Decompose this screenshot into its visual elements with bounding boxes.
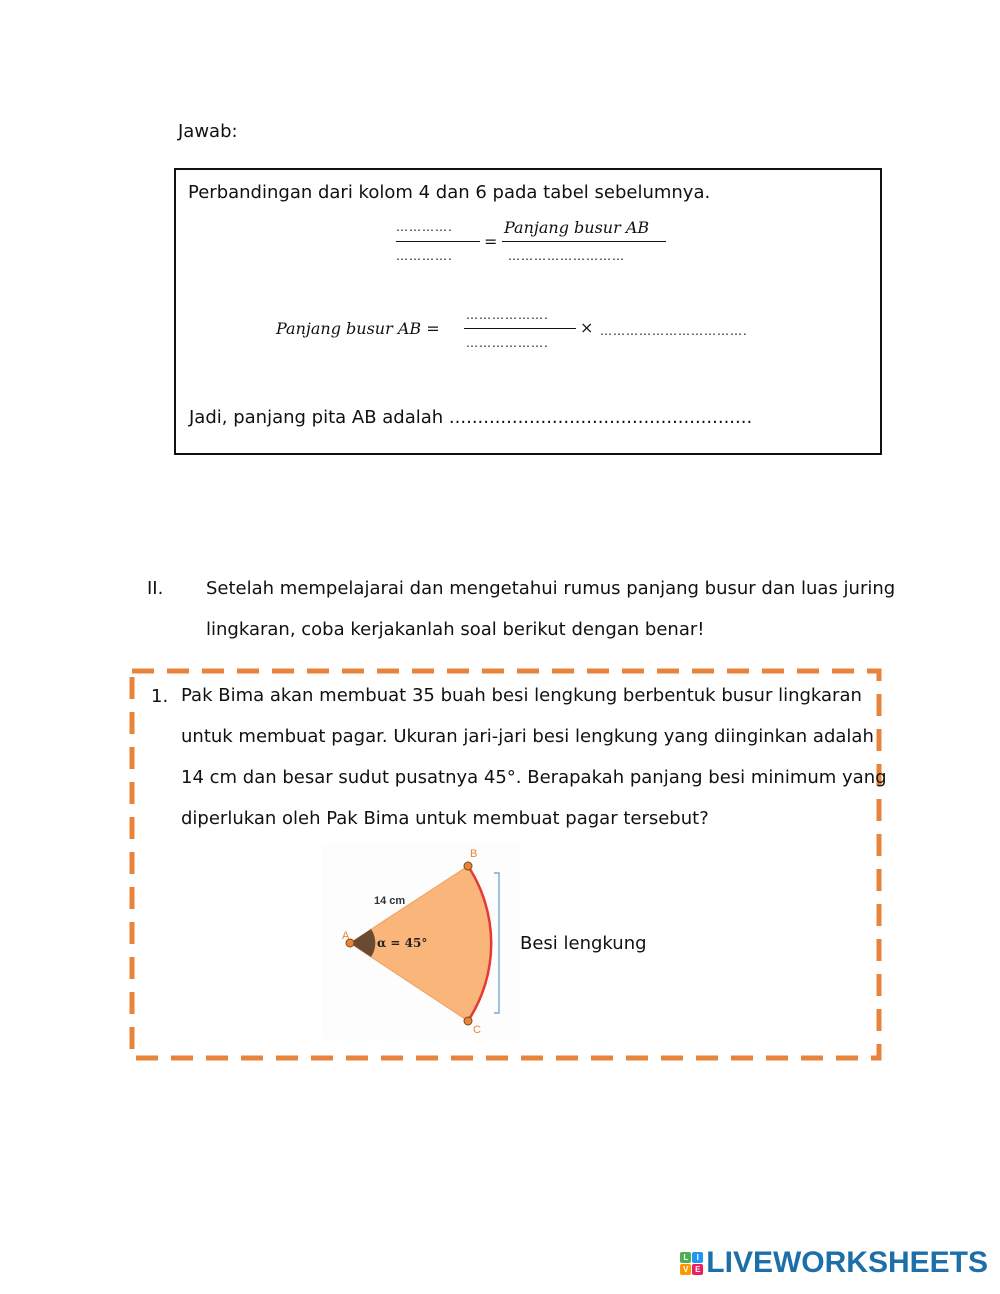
point-c-dot: [464, 1017, 472, 1025]
logo-text: LIVEWORKSHEETS: [706, 1246, 988, 1279]
section-instruction-line-2: lingkaran, coba kerjakanlah soal berikut dengan benar!: [206, 619, 705, 640]
answer-conclusion: Jadi, panjang pita AB adalah .....................................................: [189, 407, 753, 428]
logo-grid-icon: L I V E: [680, 1252, 703, 1275]
angle-label: α = 45°: [377, 936, 428, 950]
eq1-equals: =: [484, 232, 498, 251]
question-number: 1.: [151, 686, 169, 707]
sector-figure: [322, 843, 520, 1039]
point-b-dot: [464, 862, 472, 870]
eq1-right-numerator: Panjang busur AB: [504, 218, 650, 237]
answer-intro: Perbandingan dari kolom 4 dan 6 pada tabel sebelumnya.: [188, 182, 711, 203]
answer-label: Jawab:: [178, 121, 238, 142]
liveworksheets-logo: [680, 1246, 988, 1280]
question-line-1: Pak Bima akan membuat 35 buah besi lengkung berbentuk busur lingkaran: [181, 685, 862, 706]
radius-label: 14 cm: [374, 895, 406, 907]
eq2-lhs: Panjang busur AB =: [276, 319, 440, 338]
eq2-times: ×: [580, 318, 594, 337]
question-line-4: diperlukan oleh Pak Bima untuk membuat pagar tersebut?: [181, 808, 709, 829]
point-b-label: B: [470, 848, 478, 860]
eq2-denominator[interactable]: ……………….: [466, 336, 549, 350]
eq2-tail[interactable]: …………………………….: [600, 324, 748, 338]
eq1-left-denominator[interactable]: ………….: [396, 249, 453, 263]
eq2-numerator[interactable]: ……………….: [466, 308, 549, 322]
arc-caption: Besi lengkung: [520, 933, 647, 954]
eq1-right-denominator[interactable]: ………………………: [508, 249, 625, 263]
question-line-2: untuk membuat pagar. Ukuran jari-jari besi lengkung yang diinginkan adalah: [181, 726, 874, 747]
point-c-label: C: [473, 1024, 481, 1036]
section-instruction-line-1: Setelah mempelajarai dan mengetahui rumus panjang busur dan luas juring: [206, 578, 896, 599]
section-numeral: II.: [147, 578, 164, 599]
eq1-left-numerator[interactable]: ………….: [396, 220, 453, 234]
question-line-3: 14 cm dan besar sudut pusatnya 45°. Berapakah panjang besi minimum yang: [181, 767, 887, 788]
point-a-label: A: [342, 930, 350, 942]
